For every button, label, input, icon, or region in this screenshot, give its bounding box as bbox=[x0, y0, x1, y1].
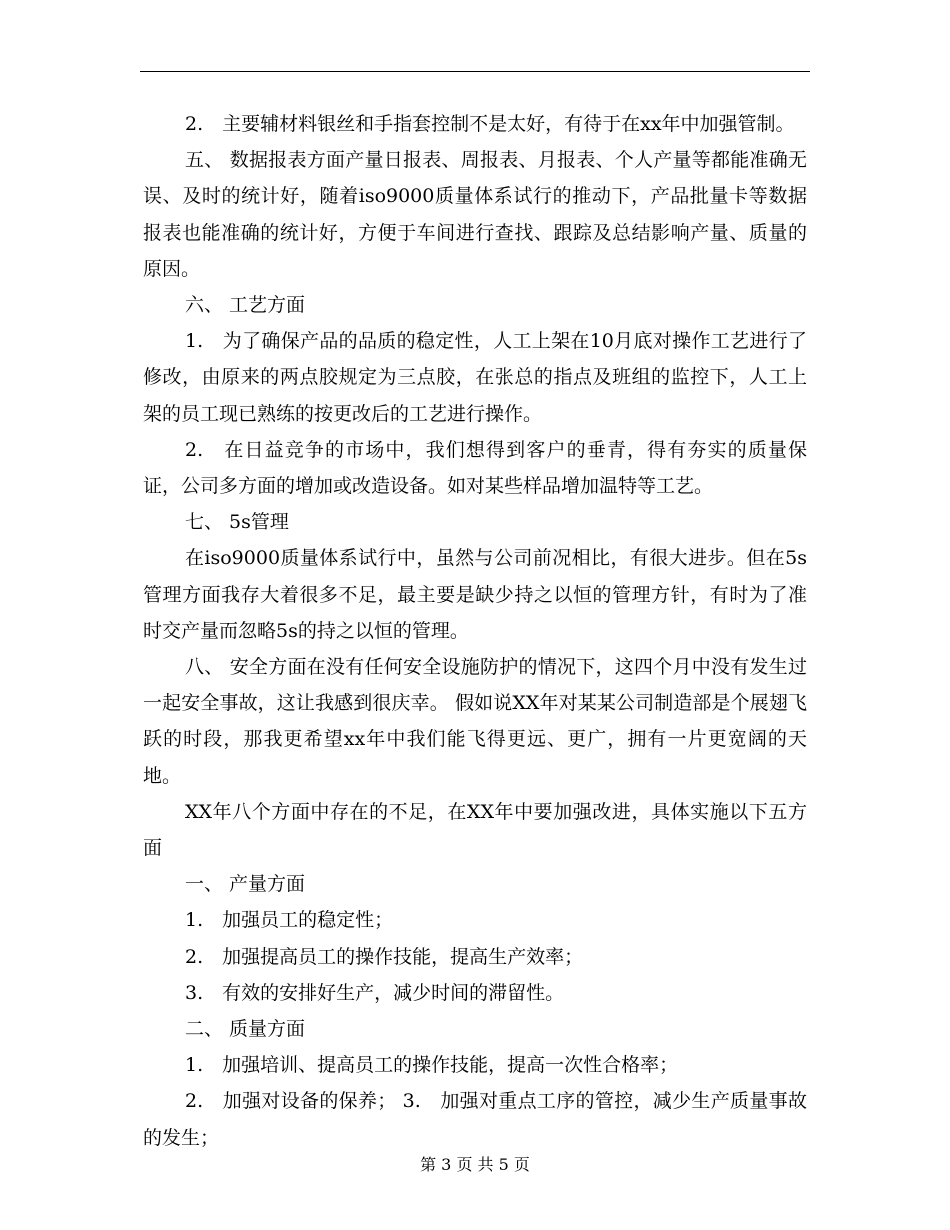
list-item-2: 2. 加强提高员工的操作技能，提高生产效率； bbox=[185, 945, 584, 968]
paragraph-2: 五、 数据报表方面产量日报表、周报表、月报表、个人产量等都能准确无误、及时的统计好，随着iso9000质量体系试行的推动下，产品批量卡等数据报表也能准确的统计好，方便于车间进行查找、跟踪及总结影响产量、质量的原因。 bbox=[143, 149, 807, 280]
paragraph-6: 八、 安全方面在没有任何安全设施防护的情况下，这四个月中没有发生过一起安全事故，这让我感到很庆幸。 假如说XX年对某某公司制造部是个展翅飞跃的时段，那我更希望xx年中我们能飞得更远、更广，拥有一片更宽阔的天地。 bbox=[143, 656, 807, 787]
heading-5s: 七、 5s管理 bbox=[185, 511, 289, 534]
list-item-3: 3. 有效的安排好生产，减少时间的滞留性。 bbox=[185, 981, 565, 1004]
paragraph-7: XX年八个方面中存在的不足，在XX年中要加强改进，具体实施以下五方面 bbox=[143, 800, 807, 860]
list-item-5: 2. 加强对设备的保养； 3. 加强对重点工序的管控，减少生产质量事故的发生； bbox=[143, 1090, 807, 1149]
paragraph-5: 在iso9000质量体系试行中，虽然与公司前况相比，有很大进步。但在5s管理方面我存大着很多不足，最主要是缺少持之以恒的管理方针，有时为了准时交产量而忽略5s的持之以恒的管理。 bbox=[143, 547, 807, 642]
heading-quality: 二、 质量方面 bbox=[185, 1018, 306, 1041]
heading-process: 六、 工艺方面 bbox=[185, 294, 306, 317]
header-rule bbox=[140, 71, 810, 72]
list-item-1: 1. 加强员工的稳定性； bbox=[185, 909, 394, 932]
paragraph-4: 2. 在日益竞争的市场中，我们想得到客户的垂青，得有夯实的质量保证，公司多方面的增加或改造设备。如对某些样品增加温特等工艺。 bbox=[143, 438, 807, 498]
paragraph-3: 1. 为了确保产品的品质的稳定性，人工上架在10月底对操作工艺进行了修改，由原来的两点胶规定为三点胶，在张总的指点及班组的监控下，人工上架的员工现已熟练的按更改后的工艺进行操作。 bbox=[143, 330, 807, 425]
heading-output: 一、 产量方面 bbox=[185, 873, 306, 896]
paragraph-1: 2. 主要辅材料银丝和手指套控制不是太好，有待于在xx年中加强管制。 bbox=[185, 113, 795, 135]
document-body bbox=[143, 106, 807, 1156]
page-number: 第 3 页 共 5 页 bbox=[420, 1155, 530, 1174]
list-item-4: 1. 加强培训、提高员工的操作技能，提高一次性合格率； bbox=[185, 1054, 679, 1077]
